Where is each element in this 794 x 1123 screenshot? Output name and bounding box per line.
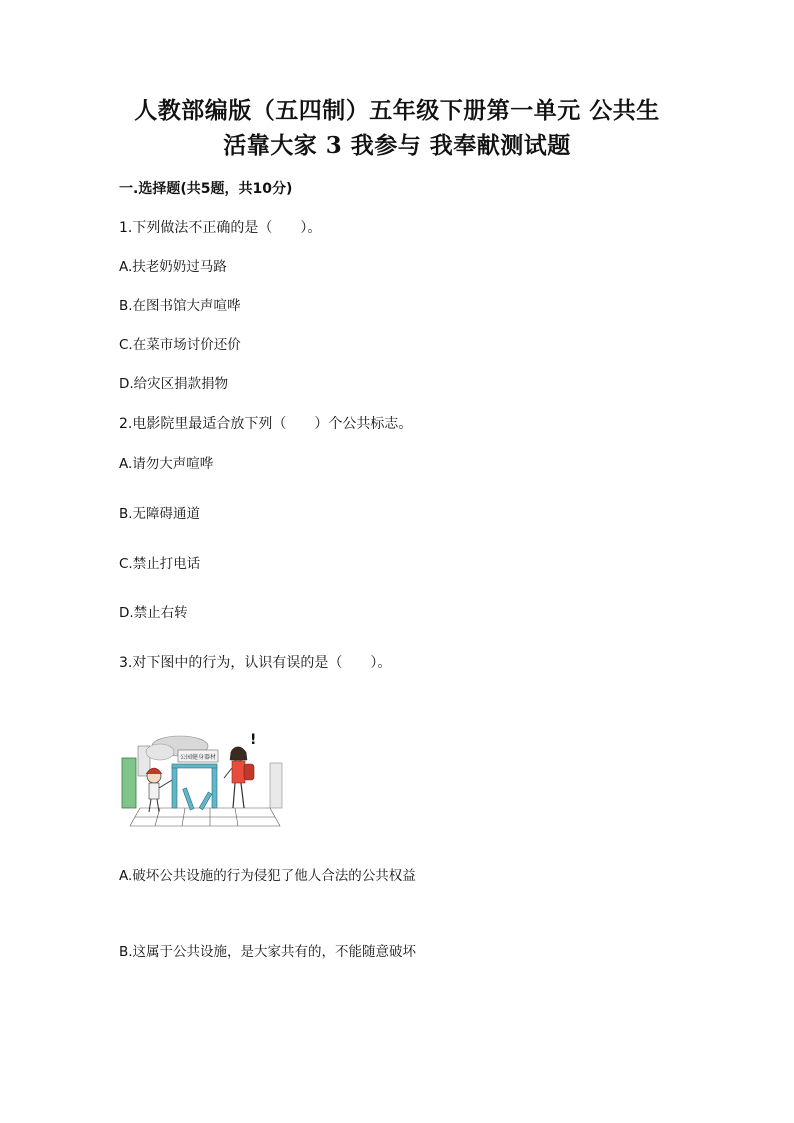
equipment-sign-text: 公园健身器材 bbox=[179, 754, 217, 761]
question-1-option-b: B.在图书馆大声喧哗 bbox=[119, 298, 241, 314]
question-3-stem: 3.对下图中的行为，认识有误的是（ ）。 bbox=[119, 655, 392, 671]
cartoon-illustration bbox=[120, 728, 284, 828]
question-2-option-a: A.请勿大声喧哗 bbox=[119, 456, 214, 472]
question-3-option-b: B.这属于公共设施，是大家共有的，不能随意破坏 bbox=[119, 944, 417, 960]
question-1-stem: 1.下列做法不正确的是（ ）。 bbox=[119, 220, 322, 236]
page-title-line-1: 人教部编版（五四制）五年级下册第一单元 公共生 bbox=[134, 97, 660, 124]
exclamation-mark: ! bbox=[250, 732, 257, 748]
question-3-illustration bbox=[120, 728, 284, 828]
section-heading: 一.选择题(共5题，共10分) bbox=[119, 181, 293, 197]
question-2-option-b: B.无障碍通道 bbox=[119, 506, 201, 522]
question-2-option-c: C.禁止打电话 bbox=[119, 556, 201, 572]
question-1-option-d: D.给灾区捐款捐物 bbox=[119, 376, 229, 392]
question-1-option-c: C.在菜市场讨价还价 bbox=[119, 337, 241, 353]
page-title-line-2: 活靠大家 3 我参与 我奉献测试题 bbox=[223, 132, 571, 159]
question-3-option-a: A.破坏公共设施的行为侵犯了他人合法的公共权益 bbox=[119, 868, 416, 884]
question-1-option-a: A.扶老奶奶过马路 bbox=[119, 259, 227, 275]
question-2-option-d: D.禁止右转 bbox=[119, 605, 188, 621]
question-2-stem: 2.电影院里最适合放下列（ ）个公共标志。 bbox=[119, 416, 413, 432]
